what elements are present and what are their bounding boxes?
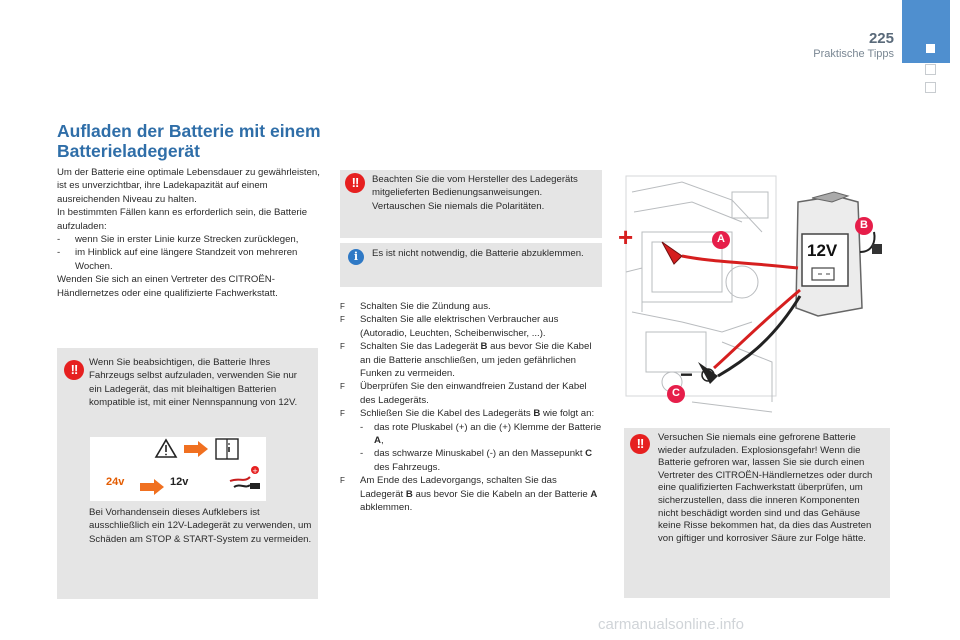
- sub-list-item: - das rote Pluskabel (+) an die (+) Klemme der Batterie A,: [360, 421, 602, 447]
- list-item: F Schalten Sie das Ladegerät B aus bevor Sie die Kabel an die Batterie anschließen, um jeden gefährlichen Funken zu vermeiden.: [340, 341, 592, 380]
- warning-text: Wenn Sie beabsichtigen, die Batterie Ihres Fahrzeugs selbst aufzuladen, verwenden Sie nur ein Ladegerät, das mit bleihaltigen Batterien kompatible ist, mit einer Nennspannung von 12V.: [89, 357, 298, 409]
- warning-icon: !!: [64, 360, 84, 380]
- sticker-voltage-to: 12v: [170, 476, 189, 488]
- svg-text:+: +: [252, 467, 258, 475]
- charger-voltage-label: 12V: [807, 241, 838, 260]
- steps-list: [340, 300, 602, 515]
- stop-start-sticker: [90, 437, 266, 501]
- list-item: F Schalten Sie die Zündung aus.: [340, 301, 491, 312]
- warning-panel-left: [57, 348, 318, 599]
- red-positive-cable: [662, 242, 800, 368]
- label-b: B: [860, 219, 868, 231]
- list-item: F Überprüfen Sie den einwandfreien Zustand der Kabel des Ladegeräts.: [340, 381, 587, 406]
- warning-icon: !!: [630, 434, 650, 454]
- info-icon: i: [348, 249, 364, 265]
- charger-power-cable: [860, 232, 882, 254]
- chapter-tab: [902, 0, 950, 63]
- intro-paragraph: In bestimmten Fällen kann es erforderlich sein, die Batterie aufzuladen:: [57, 207, 308, 232]
- intro-list-item: - im Hinblick auf eine längere Standzeit von mehreren Wochen.: [57, 247, 298, 272]
- black-negative-cable: [698, 296, 800, 384]
- list-item: F Schalten Sie alle elektrischen Verbraucher aus (Autoradio, Leuchten, Scheibenwischer, ...).: [340, 314, 559, 339]
- watermark: carmanualsonline.info: [598, 616, 744, 633]
- intro-closing: Wenden Sie sich an einen Vertreter des CITROËN-Händlernetzes oder eine qualifizierte Fachwerkstatt.: [57, 274, 278, 299]
- plus-sign: +: [618, 222, 634, 252]
- label-a: A: [717, 233, 725, 245]
- charger-clamp-icon: [230, 466, 260, 489]
- warning-panel-right: [624, 428, 890, 598]
- sticker-graphic: [90, 437, 266, 501]
- chapter-box-1: [925, 64, 936, 75]
- chapter-box-2: [925, 82, 936, 93]
- book-manual-icon: [216, 439, 238, 459]
- list-item: F Am Ende des Ladevorgangs, schalten Sie das Ladegerät B aus bevor Sie die Kabeln an der Batterie A abklemmen.: [340, 475, 598, 514]
- warning-text: Beachten Sie die vom Hersteller des Ladegeräts mitgelieferten Bedienungsanweisungen. Vertauschen Sie niemals die Polaritäten.: [372, 174, 578, 212]
- page-number: 225: [868, 30, 894, 47]
- arrow-right-icon: [140, 479, 164, 495]
- sub-list-item: - das schwarze Minuskabel (-) an den Massepunkt C des Fahrzeugs.: [360, 448, 593, 473]
- warning-triangle-icon: [156, 440, 176, 457]
- info-text: Es ist nicht notwendig, die Batterie abzuklemmen.: [372, 248, 584, 259]
- info-panel: [340, 243, 602, 287]
- sticker-voltage-from: 24v: [106, 476, 125, 488]
- arrow-right-icon: [184, 441, 208, 457]
- intro-text: [57, 166, 322, 300]
- intro-list-item: - wenn Sie in erster Linie kurze Strecken zurücklegen,: [57, 234, 299, 246]
- minus-sign: −: [680, 362, 693, 387]
- list-item: F Schließen Sie die Kabel des Ladegeräts B wie folgt an: - das rote Pluskabel (+) an die (+) Klemme der Batterie A, - das schwarze Minuskabel (-) an den Massepunkt C des Fahrzeugs.: [340, 408, 602, 473]
- charger-illustration: [618, 172, 890, 428]
- page-title: Aufladen der Batterie mit einem Batterieladegerät: [57, 121, 321, 161]
- engine-bay-drawing: [626, 176, 776, 412]
- warning-text: Versuchen Sie niemals eine gefrorene Batterie wieder aufzuladen. Explosionsgefahr! Wenn die Batterie gefroren war, lassen Sie sie durch einen Vertreter des CITROËN-Händlernetzes oder durch eine qualifizierten Fachwerkstatt überprüfen, um sicherzustellen, dass die inneren Komponenten nicht beschädigt worden sind und das Gehäuse keine Risse bekommen hat, da dies das Austreten von giftiger und korrosiver Säure zur Folge hätte.: [658, 432, 873, 544]
- intro-paragraph: Um der Batterie eine optimale Lebensdauer zu gewährleisten, ist es unverzichtbar, ihre Ladekapazität auf einem ausreichenden Niveau zu halten.: [57, 167, 320, 205]
- section-title: Praktische Tipps: [813, 48, 894, 60]
- chapter-tab-marker: [926, 44, 935, 53]
- label-c: C: [672, 387, 680, 399]
- warning-panel-mid: [340, 170, 602, 238]
- sticker-note: Bei Vorhandensein dieses Aufklebers ist ausschließlich ein 12V-Ladegerät zu verwenden, um Schäden am STOP & START-System zu vermeiden.: [89, 507, 312, 545]
- warning-icon: !!: [345, 173, 365, 193]
- illustration-graphic: [622, 172, 890, 428]
